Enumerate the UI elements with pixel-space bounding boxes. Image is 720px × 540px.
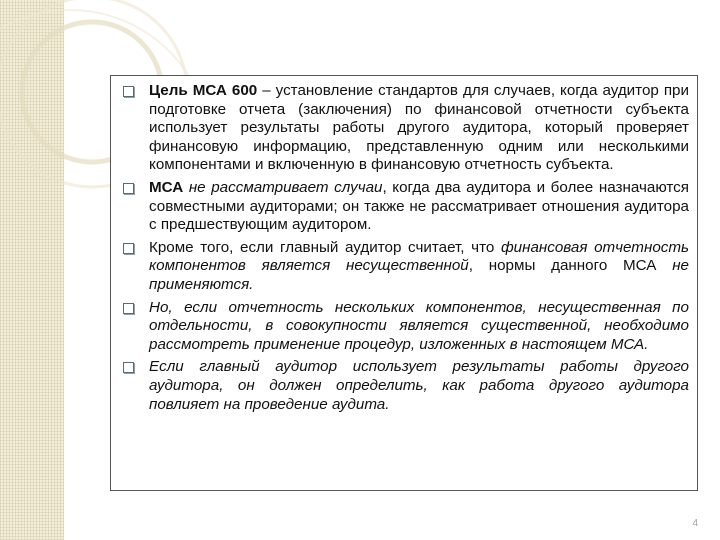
content-box	[110, 75, 698, 491]
text-segment: , когда два аудитора и более назначаются совместными аудиторами; он также не рассматривает отношения аудитора с предшествующим аудитором.	[149, 178, 689, 234]
text-segment: Кроме того, если главный аудитор считает, что	[149, 238, 501, 256]
page-number: 4	[692, 518, 698, 529]
item-text	[149, 358, 689, 412]
text-segment: Но, если отчетность нескольких компонентов, несущественная по отдельности, в совокупности является существенной, необходимо рассмотреть применение процедур, изложенных в настоящем МСА.	[149, 298, 689, 353]
text-segment: – установление стандартов для случаев, когда аудитор при подготовке отчета (заключения) по финансовой отчетности субъекта использует результаты работы другого аудитора, который проверяет финансовую информацию, представленную одним или несколькими компонентами и включенную в финансовую отчетность субъекта.	[149, 82, 689, 174]
item-text	[149, 239, 689, 293]
text-segment: финансовая отчетность компонентов является несущественной	[149, 238, 689, 275]
text-segment: не рассматривает случаи	[188, 178, 383, 196]
decorative-left-strip	[0, 0, 64, 540]
square-bullet-icon	[123, 303, 134, 314]
list-item	[149, 299, 689, 355]
square-bullet-icon	[123, 183, 134, 194]
square-bullet-icon	[123, 362, 134, 373]
bullet-list	[111, 76, 697, 414]
square-bullet-icon	[123, 86, 134, 97]
square-bullet-icon	[123, 243, 134, 254]
list-item	[149, 82, 689, 175]
text-segment: не применяются.	[149, 257, 689, 293]
list-item	[149, 358, 689, 414]
text-segment: МСА	[149, 178, 184, 196]
text-segment: , нормы данного МСА	[468, 257, 673, 275]
list-item	[149, 239, 689, 295]
item-text	[149, 82, 689, 173]
text-segment: Цель МСА 600	[149, 82, 258, 99]
list-item	[149, 179, 689, 235]
item-text	[149, 179, 689, 233]
text-segment: Если главный аудитор использует результаты работы другого аудитора, он должен определить, как работа другого аудитора повлияет на проведение аудита.	[149, 358, 689, 413]
item-text	[149, 299, 689, 353]
